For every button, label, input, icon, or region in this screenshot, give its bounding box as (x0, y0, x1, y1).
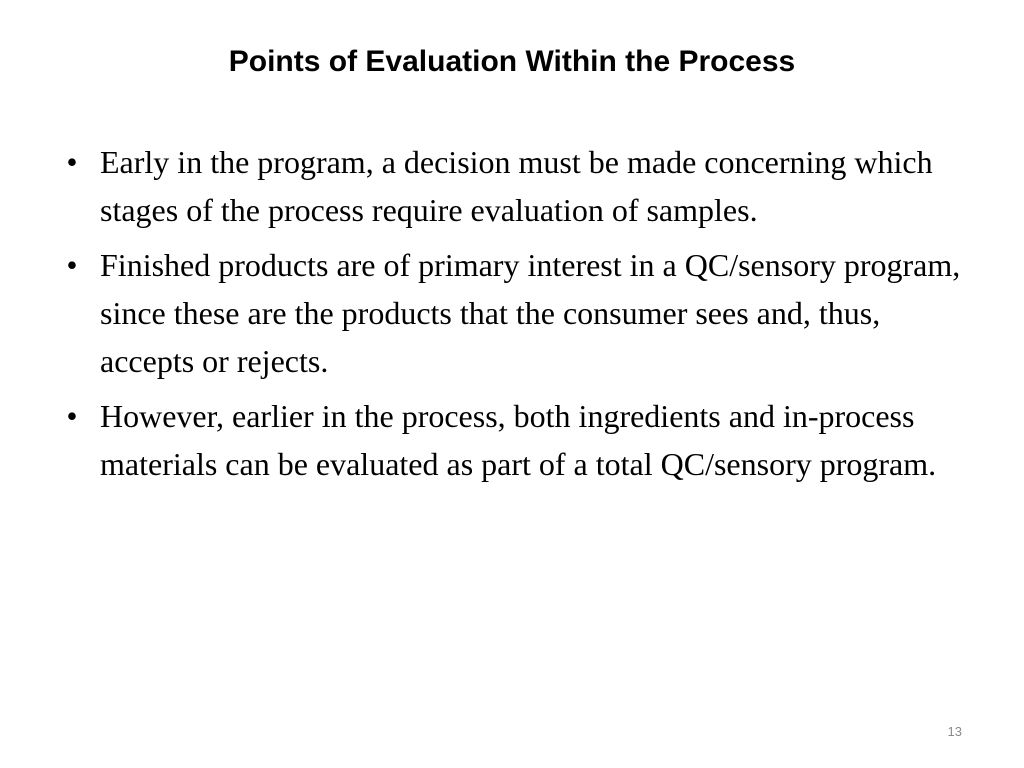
bullet-icon: • (66, 398, 78, 434)
slide-title: Points of Evaluation Within the Process (228, 45, 796, 78)
bullet-text: However, earlier in the process, both ingredients and in-process materials can be evaluated as part of a total QC/sensory program. (100, 398, 937, 482)
bullet-item (60, 138, 970, 234)
bullet-item (60, 241, 970, 385)
bullet-item (60, 392, 970, 488)
page-number: 13 (947, 724, 962, 739)
bullet-text: Early in the program, a decision must be made concerning which stages of the process require evaluation of samples. (100, 144, 933, 228)
bullet-icon: • (66, 144, 78, 180)
bullet-list (60, 138, 970, 495)
bullet-text: Finished products are of primary interest in a QC/sensory program, since these are the products that the consumer sees and, thus, accepts or rejects. (100, 247, 961, 379)
bullet-icon: • (66, 247, 78, 283)
